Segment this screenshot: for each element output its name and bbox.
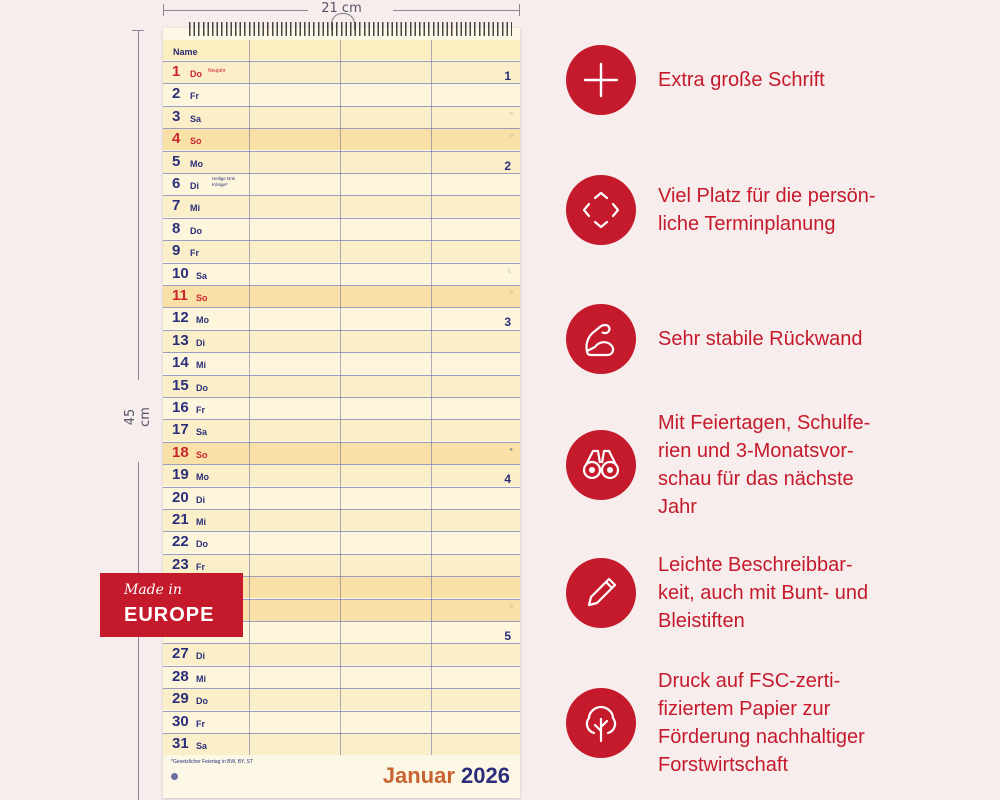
day-row (163, 218, 520, 240)
weekday-label: Sa (196, 427, 208, 438)
feature-text-line: Extra große Schrift (658, 69, 825, 91)
weekday-label: Do (196, 382, 208, 393)
day-number: 9 (172, 242, 181, 260)
weekday-label: Fr (190, 91, 199, 102)
weekday-label: Mi (196, 360, 206, 371)
day-row (163, 531, 520, 553)
moon-phase-icon: ● (509, 446, 513, 453)
day-row (163, 173, 520, 195)
binoculars-icon (566, 430, 636, 500)
week-number: 4 (504, 472, 511, 487)
day-number: 1 (172, 63, 181, 80)
day-row (163, 330, 520, 352)
day-row (163, 733, 520, 755)
weekday-label: Di (196, 337, 205, 348)
day-number: 12 (172, 309, 189, 327)
feature-text-line: Leichte Beschreibbar- (658, 554, 853, 576)
day-row (163, 688, 520, 710)
day-number: 27 (172, 645, 189, 663)
weekday-label: So (190, 136, 202, 147)
day-number: 29 (172, 690, 189, 708)
day-number: 17 (172, 421, 189, 439)
week-number: 5 (504, 629, 511, 643)
name-header-row (163, 40, 520, 60)
feature-text-line: Druck auf FSC-zerti- (658, 670, 841, 692)
weekday-label: Do (196, 696, 208, 707)
month-name: Januar (382, 763, 455, 788)
height-label: 45 cm (123, 407, 153, 427)
day-number: 20 (172, 488, 189, 506)
day-number: 3 (172, 107, 181, 125)
day-row (163, 285, 520, 307)
day-row (163, 419, 520, 441)
weekday-label: Mo (190, 158, 203, 169)
moon-phase-icon: ○ (509, 603, 513, 610)
feature-text-line: rien und 3-Monatsvor- (658, 440, 854, 462)
weekday-label: Sa (196, 741, 208, 751)
day-row (163, 397, 520, 419)
holiday-note: Neujahr (208, 68, 226, 74)
feature-text-line: Sehr stabile Rückwand (658, 328, 863, 350)
day-number: 19 (172, 466, 189, 484)
day-number: 23 (172, 555, 189, 573)
weekday-label: Mo (196, 315, 209, 326)
day-number: 10 (172, 264, 189, 282)
feature-text-line: schau für das nächste (658, 468, 854, 490)
day-number: 21 (172, 511, 189, 528)
weekday-label: Mi (196, 517, 206, 527)
day-row (163, 195, 520, 217)
weekday-label: Fr (196, 561, 205, 572)
feature-text (658, 667, 978, 779)
weekday-label: Do (190, 69, 202, 79)
day-row (163, 128, 520, 150)
day-number: 7 (172, 197, 181, 215)
day-number: 31 (172, 735, 189, 752)
feature-text (658, 182, 978, 238)
moon-phase-icon: ○ (509, 133, 513, 140)
weekday-label: Mo (196, 472, 209, 483)
weekday-label: Do (196, 539, 208, 550)
day-number: 16 (172, 399, 189, 416)
day-row (163, 464, 520, 486)
feature-text-line: Förderung nachhaltiger (658, 726, 865, 748)
day-number: 14 (172, 354, 189, 372)
strong-arm-icon (566, 304, 636, 374)
tree-icon (566, 688, 636, 758)
feature-text (658, 409, 978, 521)
made-in-europe-badge (100, 573, 243, 637)
weekday-label: Di (196, 494, 205, 505)
feature-text-line: Mit Feiertagen, Schulfe- (658, 412, 871, 434)
weekday-label: Mi (190, 203, 200, 214)
day-row (163, 151, 520, 173)
day-row (163, 666, 520, 688)
week-number: 2 (504, 158, 511, 173)
day-row (163, 352, 520, 374)
column-divider (249, 40, 250, 755)
feature-text-line: fiziertem Papier zur (658, 698, 831, 720)
day-number: 4 (172, 130, 181, 148)
weekday-label: Sa (190, 113, 202, 124)
feature-text (658, 551, 978, 635)
feature-text-line: liche Terminplanung (658, 213, 836, 235)
wall-calendar (163, 28, 520, 798)
feature-text-line: Jahr (658, 496, 697, 518)
expand-arrows-icon (566, 175, 636, 245)
weekday-label: Di (190, 181, 199, 191)
weekday-label: Di (196, 651, 205, 662)
year-number: 2026 (461, 763, 510, 788)
badge-big-text: EUROPE (124, 604, 215, 626)
day-row (163, 61, 520, 83)
day-row (163, 643, 520, 665)
weekday-label: Fr (190, 248, 199, 259)
day-row (163, 509, 520, 531)
weekday-label: Do (190, 225, 202, 236)
day-row (163, 263, 520, 285)
day-number: 5 (172, 152, 181, 170)
feature-text-line: Forstwirtschaft (658, 754, 789, 776)
day-row (163, 711, 520, 733)
feature-text-line: Bleistiften (658, 610, 745, 632)
week-number: 1 (504, 69, 511, 83)
day-number: 11 (172, 287, 188, 304)
publisher-logo-icon (171, 773, 178, 780)
day-number: 28 (172, 667, 189, 685)
day-number: 22 (172, 533, 189, 551)
weekday-label: Fr (196, 405, 205, 415)
moon-phase-icon: ☾ (507, 268, 513, 275)
day-number: 6 (172, 175, 181, 192)
column-divider (340, 40, 341, 755)
badge-script-text: Made in (124, 582, 182, 598)
weekday-label: Fr (196, 718, 205, 729)
feature-text (658, 325, 978, 353)
day-row (163, 487, 520, 509)
day-number: 15 (172, 376, 189, 394)
day-number: 8 (172, 219, 181, 237)
day-number: 30 (172, 712, 189, 730)
holiday-note: Heilige Drei Könige* (212, 176, 236, 187)
day-row (163, 307, 520, 329)
name-label: Name (173, 47, 198, 57)
day-row (163, 83, 520, 105)
day-number: 18 (172, 443, 189, 461)
moon-phase-icon: ○ (509, 110, 513, 117)
weekday-label: Mi (196, 673, 206, 684)
plus-icon (566, 45, 636, 115)
spiral-binding (189, 22, 512, 36)
month-title (383, 763, 510, 789)
weekday-label: Sa (196, 270, 208, 281)
day-row (163, 106, 520, 128)
pencil-icon (566, 558, 636, 628)
day-row (163, 442, 520, 464)
column-divider (431, 40, 432, 755)
feature-text-line: keit, auch mit Bunt- und (658, 582, 869, 604)
week-number: 3 (504, 315, 511, 330)
day-number: 13 (172, 331, 189, 349)
day-number: 2 (172, 85, 181, 103)
holiday-footnote: *Gesetzlicher Feiertag in BW, BY, ST (171, 759, 253, 765)
feature-text-line: Viel Platz für die persön- (658, 185, 876, 207)
weekday-label: So (196, 293, 208, 303)
day-row (163, 240, 520, 262)
day-row (163, 375, 520, 397)
width-label: 21 cm (321, 1, 362, 16)
weekday-label: So (196, 449, 208, 460)
moon-phase-icon: ○ (509, 290, 513, 296)
feature-text (658, 66, 978, 94)
